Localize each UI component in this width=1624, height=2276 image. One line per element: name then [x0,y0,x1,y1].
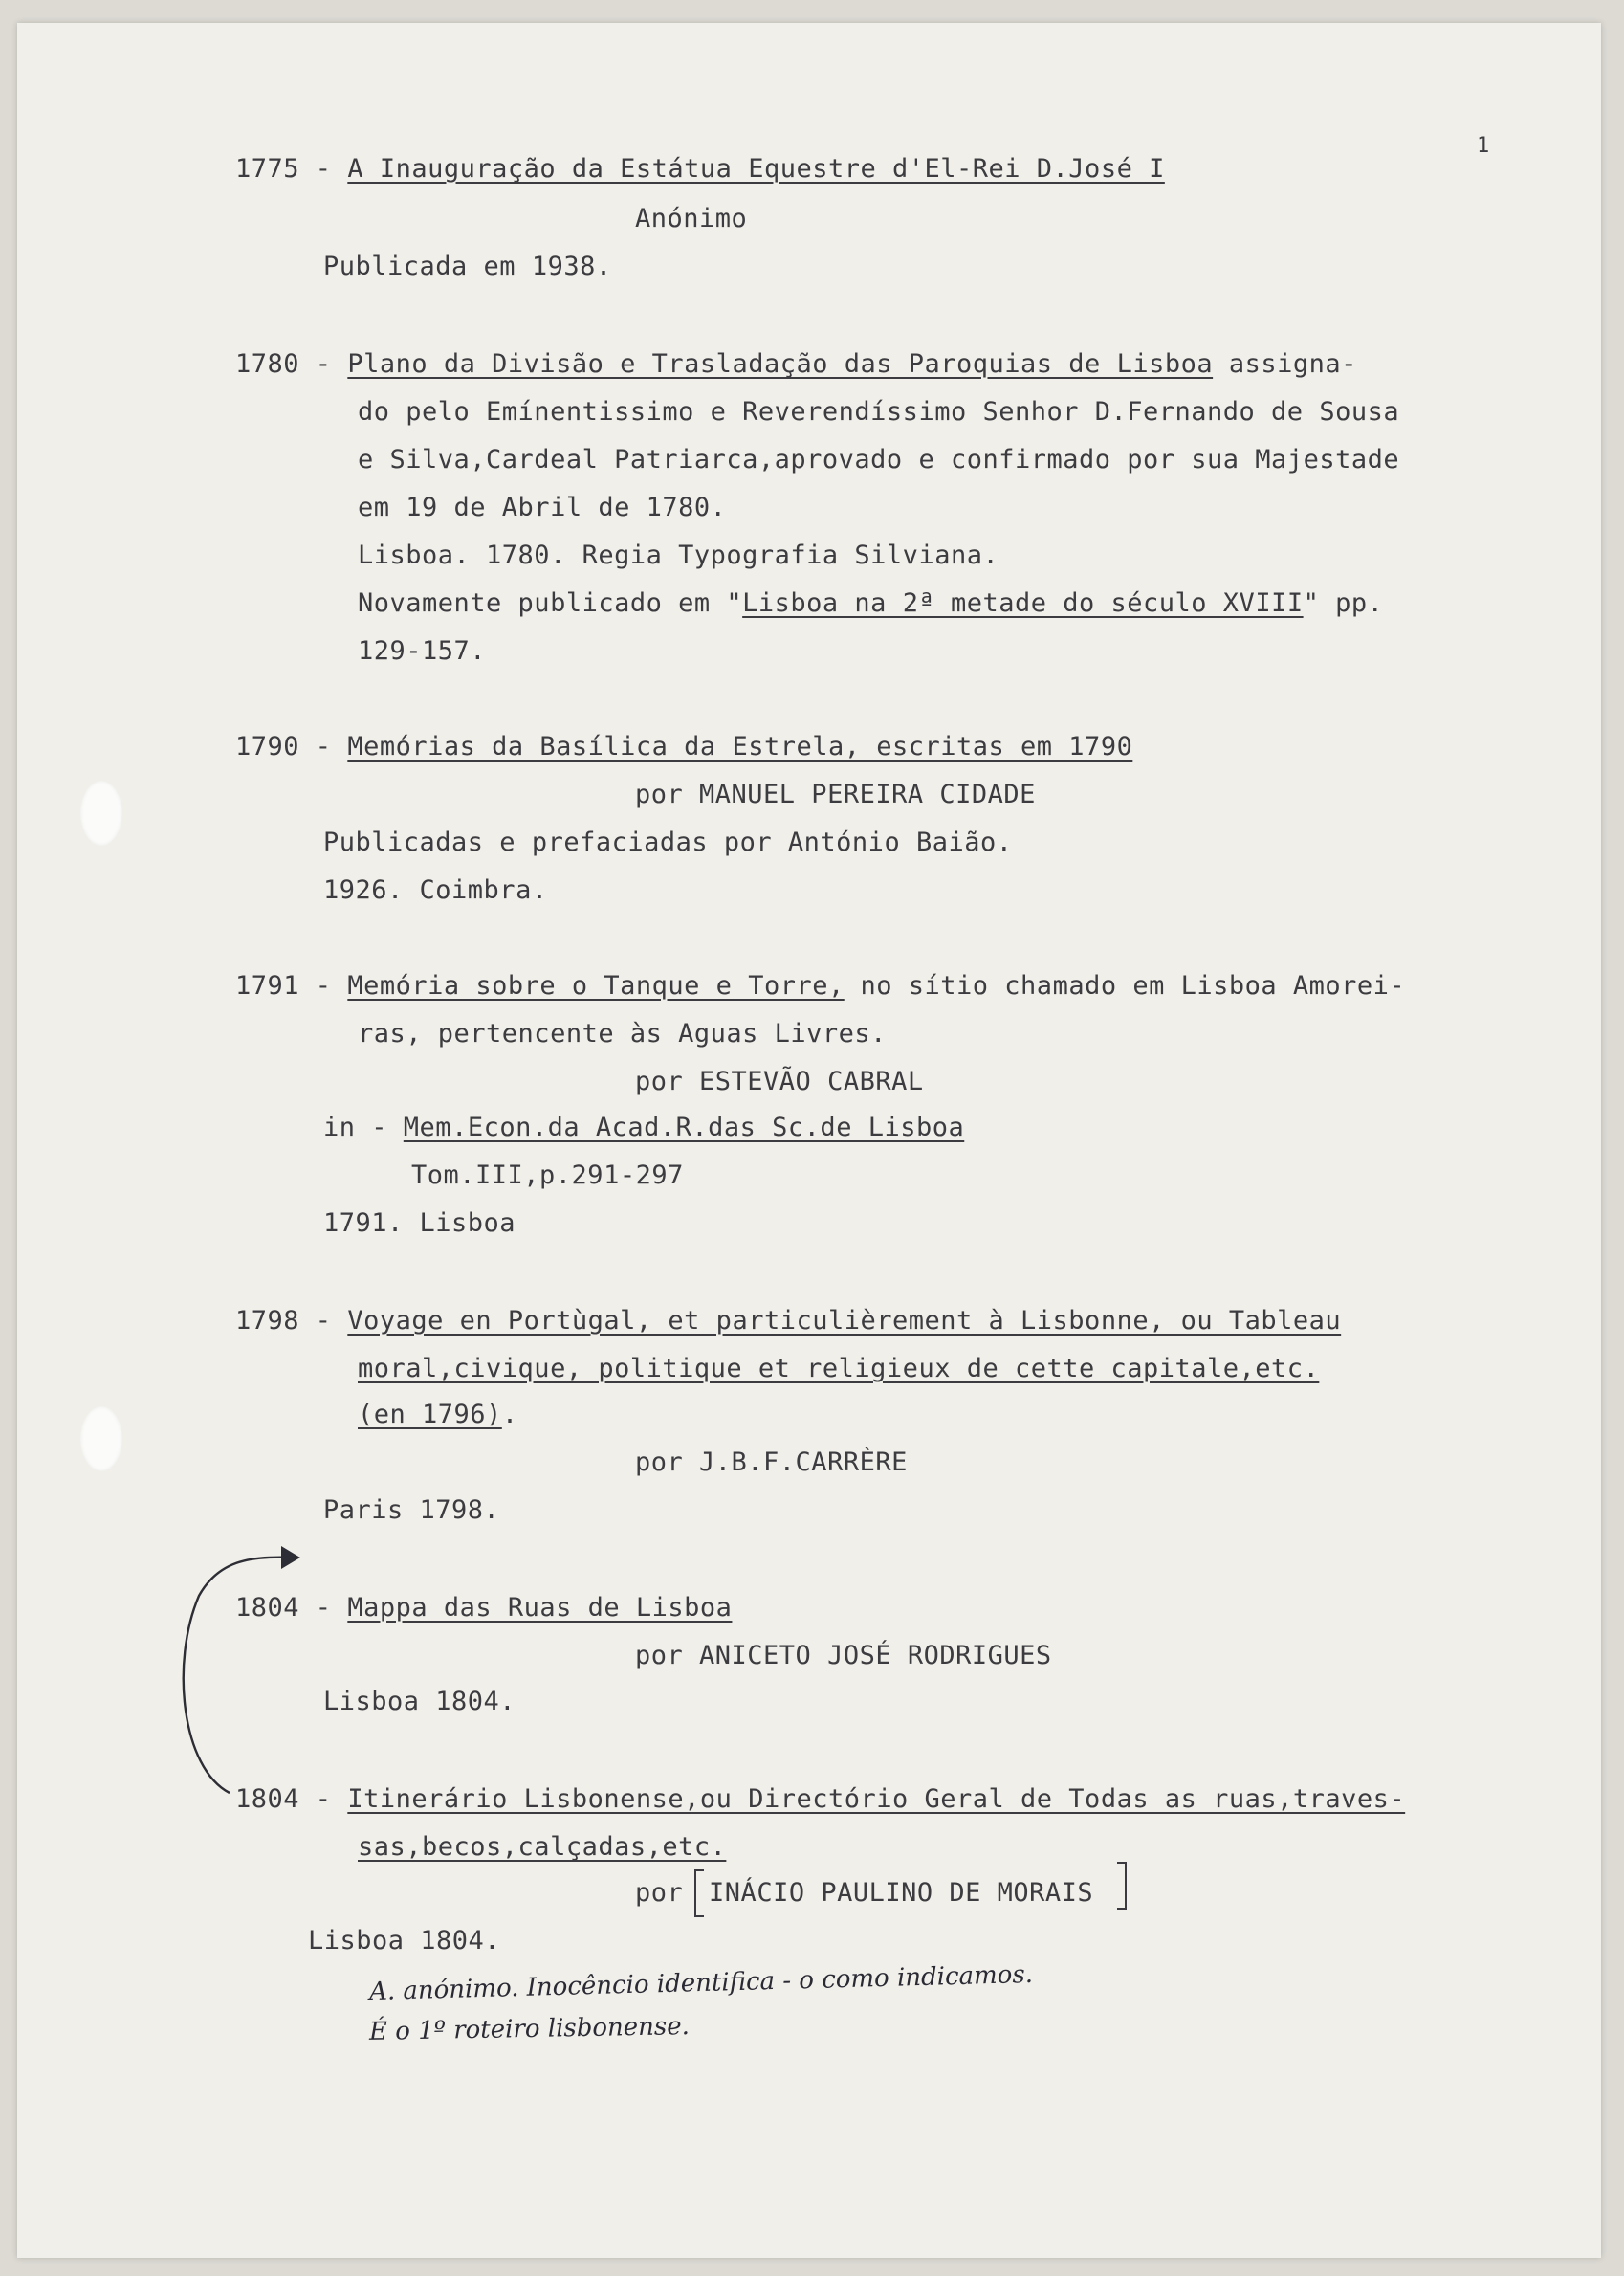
handwritten-note-2: É o 1º roteiro lisbonense. [368,2012,691,2046]
entry-1798-publication: Paris 1798. [323,1495,500,1525]
entry-1798-line1: 1798 - Voyage en Portùgal, et particulièrement à Lisbonne, ou Tableau [235,1306,1342,1336]
entry-1775-author: Anónimo [635,204,748,233]
author-prefix: por [635,1878,684,1908]
entry-1804a-line1: 1804 - Mappa das Ruas de Lisboa [235,1593,733,1623]
entry-year: 1790 [235,732,300,762]
page-number: 1 [1477,134,1490,158]
entry-year: 1804 [235,1784,300,1814]
entry-1798-line2 [358,1353,1319,1385]
handwritten-note-1: A. anónimo. Inocêncio identifica - o como indicamos. [368,1959,1034,2007]
entry-1798-line3: (en 1796). [358,1400,518,1429]
entry-1798-author: por J.B.F.CARRÈRE [635,1447,908,1477]
journal-title: Mem.Econ.da Acad.R.das Sc.de Lisboa [403,1113,965,1142]
punch-hole-top [80,781,122,846]
entry-1791-in [323,1112,964,1144]
entry-1780-line5: Lisboa. 1780. Regia Typografia Silviana. [358,541,999,570]
entry-title-cont: (en 1796) [358,1400,502,1429]
entry-1780-line3: e Silva,Cardeal Patriarca,aprovado e confirmado por sua Majestade [358,445,1400,475]
entry-1780-line6 [358,587,1383,620]
text-fragment: " pp. [1303,588,1384,618]
entry-title: Memória sobre o Tanque e Torre, [347,971,845,1001]
entry-1804b-publication: Lisboa 1804. [308,1926,501,1956]
entry-title: A Inauguração da Estátua Equestre d'El-Rei D.José I [347,154,1165,184]
entry-year: 1780 [235,349,300,379]
curved-arrow-annotation [172,1538,316,1806]
entry-1791-line1: 1791 - Memória sobre o Tanque e Torre, no sítio chamado em Lisboa Amorei- [235,971,1406,1001]
entry-1780-line1: 1780 - Plano da Divisão e Trasladação das Paroquias de Lisboa assigna- [235,349,1357,379]
entry-1790-author: por MANUEL PEREIRA CIDADE [635,780,1036,809]
entry-1804b-line1: 1804 - Itinerário Lisbonense,ou Directório Geral de Todas as ruas,traves- [235,1784,1406,1814]
entry-1775-line1: 1775 - A Inauguração da Estátua Equestre d'El-Rei D.José I [235,154,1165,184]
entry-1791-publication: 1791. Lisboa [323,1208,516,1238]
entry-title-cont: sas,becos,calçadas,etc. [358,1832,727,1862]
entry-year: 1791 [235,971,300,1001]
in-label: in - [323,1113,388,1142]
entry-title: Memórias da Basílica da Estrela, escritas em 1790 [347,732,1133,762]
bracket-right [1117,1862,1127,1910]
entry-1791-line2: ras, pertencente às Aguas Livres. [358,1019,887,1049]
bracket-left [694,1869,704,1917]
entry-year: 1798 [235,1306,300,1336]
entry-year: 1804 [235,1593,300,1623]
entry-title-rest: no sítio chamado em Lisboa Amorei- [860,971,1406,1001]
entry-1790-place: 1926. Coimbra. [323,875,548,905]
entry-1804a-author: por ANICETO JOSÉ RODRIGUES [635,1641,1052,1670]
entry-title-cont: moral,civique, politique et religieux de cette capitale,etc. [358,1354,1320,1383]
entry-1780-line7: 129-157. [358,636,487,666]
entry-1775-publication: Publicada em 1938. [323,252,612,281]
entry-year: 1775 [235,154,300,184]
entry-1791-tome: Tom.III,p.291-297 [411,1160,684,1190]
entry-title: Plano da Divisão e Trasladação das Paroquias de Lisboa [347,349,1214,379]
entry-title: Voyage en Portùgal, et particulièrement à Lisbonne, ou Tableau [347,1306,1342,1336]
entry-1791-author: por ESTEVÃO CABRAL [635,1067,924,1096]
entry-1780-line4: em 19 de Abril de 1780. [358,493,727,522]
entry-title: Itinerário Lisbonense,ou Directório Geral de Todas as ruas,traves- [347,1784,1406,1814]
entry-title-rest: assigna- [1228,349,1357,379]
punch-hole-bottom [80,1406,122,1471]
entry-title: Mappa das Ruas de Lisboa [347,1593,733,1623]
cited-title: Lisboa na 2ª metade do século XVIII [742,588,1304,618]
entry-1804a-publication: Lisboa 1804. [323,1687,516,1716]
entry-1790-line1: 1790 - Memórias da Basílica da Estrela, escritas em 1790 [235,732,1133,762]
entry-1804b-line2 [358,1831,726,1864]
text-fragment: Novamente publicado em " [358,588,743,618]
entry-1780-line2: do pelo Emínentissimo e Reverendíssimo Senhor D.Fernando de Sousa [358,397,1400,427]
entry-1790-publication: Publicadas e prefaciadas por António Baião. [323,828,1013,857]
bracketed-author: INÁCIO PAULINO DE MORAIS [709,1878,1094,1908]
